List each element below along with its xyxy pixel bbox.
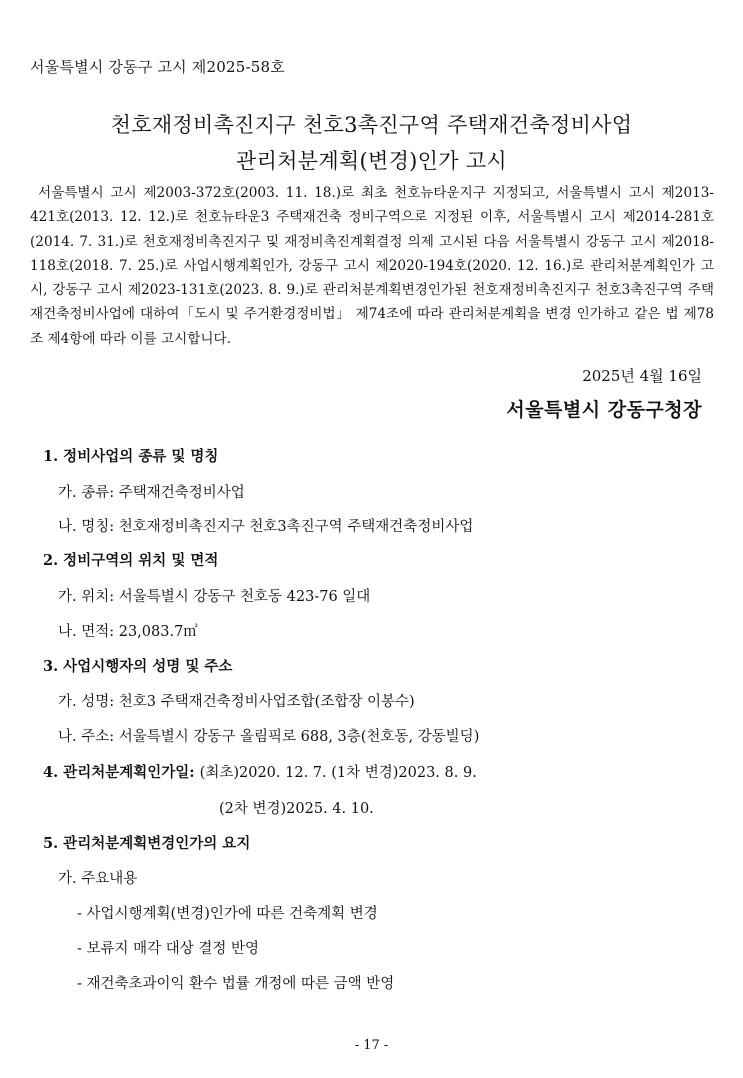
section-2-item-a: 가. 위치: 서울특별시 강동구 천호동 423-76 일대: [58, 589, 371, 605]
notice-body: [30, 181, 714, 351]
section-3-item-b: 나. 주소: 서울특별시 강동구 올림픽로 688, 3층(천호동, 강동빌딩): [58, 729, 480, 745]
page-number: - 17 -: [354, 1038, 389, 1053]
bullet-item: - 사업시행계획(변경)인가에 따른 건축계획 변경: [77, 906, 378, 922]
section-2-heading: 2. 정비구역의 위치 및 면적: [43, 552, 219, 569]
section-4-heading: 4. 관리처분계획인가일:: [43, 764, 195, 781]
notice-date: 2025년 4월 16일: [582, 367, 702, 385]
section-4-continuation: (2차 변경)2025. 4. 10.: [219, 801, 374, 817]
section-4-value: (최초)2020. 12. 7. (1차 변경)2023. 8. 9.: [199, 765, 477, 781]
section-5-item-a: 가. 주요내용: [58, 871, 138, 887]
section-1-heading: 1. 정비사업의 종류 및 명칭: [43, 448, 219, 465]
section-3-item-a: 가. 성명: 천호3 주택재건축정비사업조합(조합장 이봉수): [58, 694, 415, 710]
bullet-item: - 재건축초과이익 환수 법률 개정에 따른 금액 반영: [77, 976, 395, 992]
section-2-item-b: 나. 면적: 23,083.7㎡: [58, 624, 198, 640]
section-3-heading: 3. 사업시행자의 성명 및 주소: [43, 658, 233, 675]
section-1-item-b: 나. 명칭: 천호재정비촉진지구 천호3촉진구역 주택재건축정비사업: [58, 519, 474, 535]
title-line-1: 천호재정비촉진지구 천호3촉진구역 주택재건축정비사업: [110, 113, 633, 137]
section-4-line: [43, 761, 477, 782]
section-5-heading: 5. 관리처분계획변경인가의 요지: [43, 835, 251, 852]
notice-number: 서울특별시 강동구 고시 제2025-58호: [30, 58, 285, 76]
title-line-2: 관리처분계획(변경)인가 고시: [236, 149, 507, 173]
section-1-item-a: 가. 종류: 주택재건축정비사업: [58, 485, 245, 501]
bullet-item: - 보류지 매각 대상 결정 반영: [77, 941, 260, 957]
signer: 서울특별시 강동구청장: [506, 399, 702, 421]
body-paragraph: 서울특별시 고시 제2003-372호(2003. 11. 18.)로 최초 천호뉴타운지구 지정되고, 서울특별시 고시 제2013-421호(2013. 12. 12.)로 천호뉴타운3 주택재건축 정비구역으로 지정된 이후, 서울특별시 고시 제2014-281호(2014. 7. 31.)로 천호재정비촉진지구 및 재정비촉진계획결정 의제 고시된 다음 서울특별시 강동구 고시 제2018-118호(2018. 7. 25.)로 사업시행계획인가, 강동구 고시 제2020-194호(2020. 12. 16.)로 관리처분계획인가 고시, 강동구 고시 제2023-131호(2023. 8. 9.)로 관리처분계획변경인가된 천호재정비촉진지구 천호3촉진구역 주택재건축정비사업에 대하여「도시 및 주거환경정비법」 제74조에 따라 관리처분계획을 변경 인가하고 같은 법 제78조 제4항에 따라 이를 고시합니다.: [30, 185, 714, 347]
